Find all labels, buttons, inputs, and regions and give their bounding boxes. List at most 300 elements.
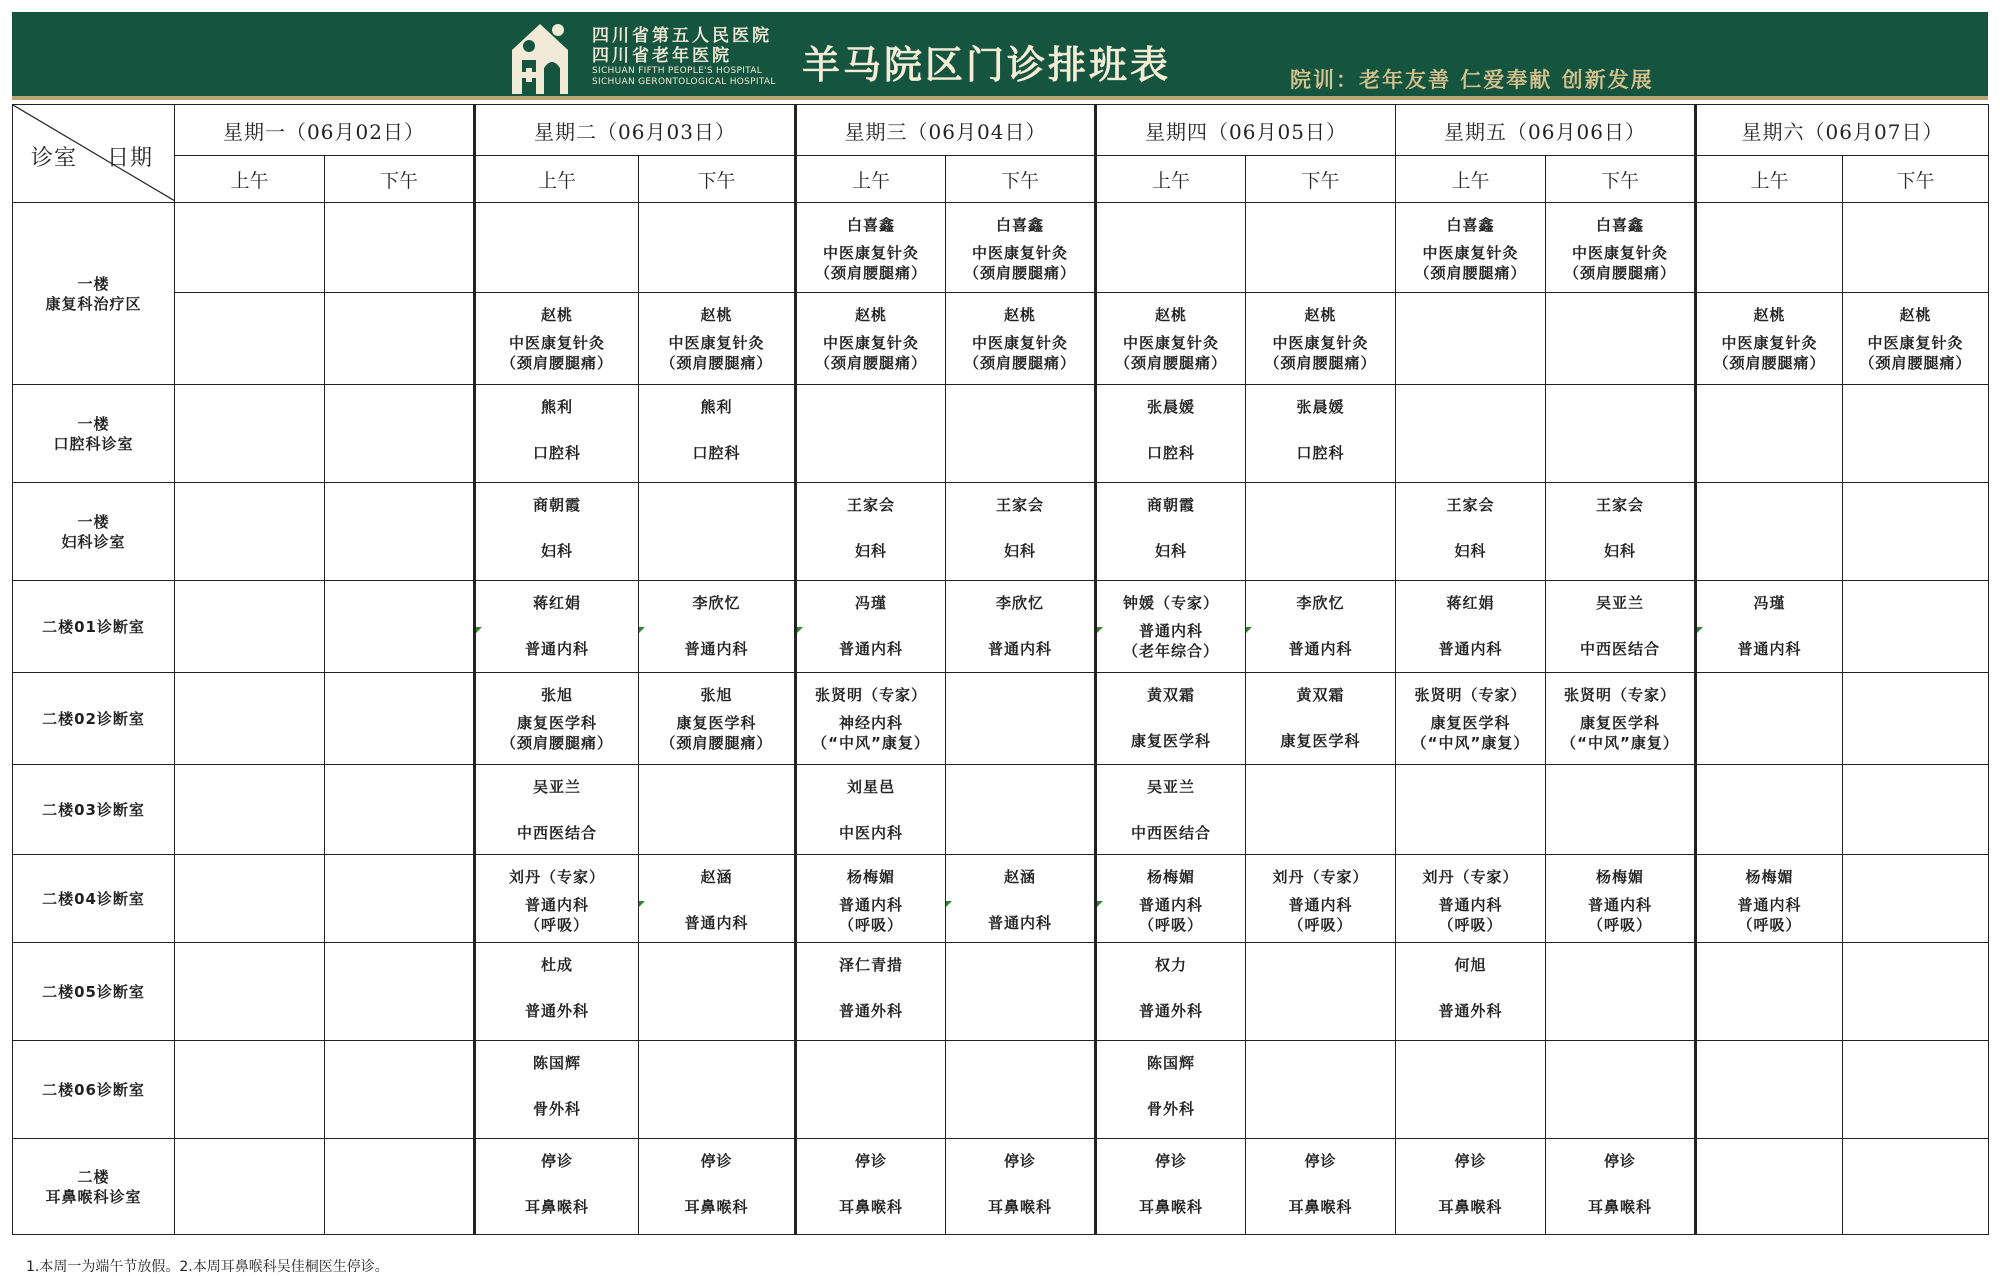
- day-header: 星期二（06月03日）: [475, 105, 796, 156]
- schedule-slot: [1096, 1139, 1246, 1235]
- hospital-name-2: 四川省老年医院: [592, 46, 732, 66]
- hospital-logo-icon: [500, 16, 580, 96]
- empty-slot: [1246, 203, 1396, 293]
- empty-slot: [1696, 1139, 1843, 1235]
- doctor-name: 张贤明（专家）: [1563, 686, 1676, 704]
- schedule-slot: [1696, 293, 1843, 385]
- empty-slot: [1396, 1041, 1546, 1139]
- department-name: 口腔科: [1296, 444, 1345, 462]
- doctor-name: 商朝霞: [1146, 496, 1195, 514]
- department-name: 妇科: [1603, 542, 1636, 560]
- empty-slot: [1246, 1041, 1396, 1139]
- department-name: 耳鼻喉科: [1587, 1198, 1652, 1216]
- department-name: 普通内科: [1138, 896, 1203, 914]
- department-name: 普通内科: [838, 640, 903, 658]
- schedule-slot: [796, 1139, 946, 1235]
- doctor-name: 权力: [1154, 956, 1187, 974]
- department-name: 普通内科: [1438, 640, 1503, 658]
- comment-marker-icon: [476, 627, 482, 633]
- department-name: （颈肩腰腿痛）: [1713, 354, 1826, 372]
- doctor-name: 陈国辉: [1146, 1054, 1195, 1072]
- department-name: 普通内科: [1737, 640, 1802, 658]
- empty-slot: [639, 943, 796, 1041]
- schedule-slot: [1696, 855, 1843, 943]
- doctor-name: 熊利: [700, 398, 733, 416]
- doctor-name: 陈国辉: [532, 1054, 581, 1072]
- header-banner: [12, 12, 1988, 100]
- empty-slot: [1843, 855, 1989, 943]
- morning-header: 上午: [1096, 156, 1246, 203]
- doctor-name: 杜成: [540, 956, 573, 974]
- comment-marker-icon: [946, 901, 952, 907]
- schedule-row: [13, 1041, 1989, 1139]
- department-name: 骨外科: [532, 1100, 581, 1118]
- department-name: （颈肩腰腿痛）: [1414, 264, 1527, 282]
- empty-slot: [639, 483, 796, 581]
- schedule-slot: [475, 943, 639, 1041]
- doctor-name: 黄双霜: [1296, 686, 1345, 704]
- empty-slot: [175, 765, 325, 855]
- department-name: 普通内科: [987, 914, 1052, 932]
- comment-marker-icon: [797, 627, 803, 633]
- empty-slot: [325, 385, 475, 483]
- doctor-name: 赵桃: [1899, 306, 1932, 324]
- schedule-slot: [1396, 943, 1546, 1041]
- day-header: 星期一（06月02日）: [175, 105, 475, 156]
- department-name: 普通外科: [838, 1002, 903, 1020]
- empty-slot: [175, 673, 325, 765]
- schedule-slot: [796, 765, 946, 855]
- empty-slot: [1843, 483, 1989, 581]
- schedule-row: [13, 943, 1989, 1041]
- department-name: 口腔科: [532, 444, 581, 462]
- department-name: 康复医学科: [1430, 714, 1511, 732]
- hospital-names: [592, 26, 776, 88]
- department-name: 普通内科: [684, 640, 749, 658]
- schedule-slot: [1246, 293, 1396, 385]
- department-name: 妇科: [854, 542, 887, 560]
- schedule-slot: [1096, 1041, 1246, 1139]
- empty-slot: [1696, 765, 1843, 855]
- empty-slot: [946, 673, 1096, 765]
- empty-slot: [1843, 203, 1989, 293]
- doctor-name: 黄双霜: [1146, 686, 1195, 704]
- doctor-name: 停诊: [1154, 1152, 1187, 1170]
- doctor-name: 赵桃: [1753, 306, 1786, 324]
- schedule-row: [13, 293, 1989, 385]
- empty-slot: [325, 765, 475, 855]
- department-name: 耳鼻喉科: [987, 1198, 1052, 1216]
- department-name: （颈肩腰腿痛）: [1114, 354, 1227, 372]
- doctor-name: 李欣忆: [995, 594, 1044, 612]
- department-name: 康复医学科: [1130, 732, 1211, 750]
- schedule-slot: [946, 1139, 1096, 1235]
- department-name: 中西医结合: [516, 824, 597, 842]
- empty-slot: [1246, 765, 1396, 855]
- schedule-slot: [639, 385, 796, 483]
- room-label-line: 二楼06诊断室: [42, 1080, 145, 1099]
- schedule-slot: [1843, 293, 1989, 385]
- empty-slot: [946, 1041, 1096, 1139]
- corner-header: [13, 105, 175, 203]
- doctor-name: 王家会: [995, 496, 1044, 514]
- doctor-name: 刘丹（专家）: [1422, 868, 1519, 886]
- schedule-slot: [475, 581, 639, 673]
- department-name: 普通内科: [524, 640, 589, 658]
- schedule-slot: [1096, 765, 1246, 855]
- corner-date-label: 日期: [107, 146, 154, 171]
- department-name: 妇科: [540, 542, 573, 560]
- schedule-slot: [1096, 581, 1246, 673]
- schedule-slot: [1546, 1139, 1696, 1235]
- empty-slot: [1843, 673, 1989, 765]
- schedule-slot: [1396, 1139, 1546, 1235]
- schedule-row: [13, 1139, 1989, 1235]
- doctor-name: 停诊: [1304, 1152, 1337, 1170]
- corner-room-label: 诊室: [31, 146, 78, 171]
- comment-marker-icon: [639, 901, 645, 907]
- department-name: 耳鼻喉科: [684, 1198, 749, 1216]
- room-label: [13, 203, 175, 385]
- schedule-row: [13, 855, 1989, 943]
- room-label: [13, 673, 175, 765]
- doctor-name: 赵涵: [1003, 868, 1036, 886]
- department-name: 耳鼻喉科: [1438, 1198, 1503, 1216]
- empty-slot: [796, 1041, 946, 1139]
- empty-slot: [325, 581, 475, 673]
- schedule-slot: [1546, 581, 1696, 673]
- schedule-slot: [1246, 673, 1396, 765]
- schedule-slot: [1096, 385, 1246, 483]
- doctor-name: 停诊: [700, 1152, 733, 1170]
- room-label: [13, 581, 175, 673]
- department-name: 耳鼻喉科: [1288, 1198, 1353, 1216]
- room-label-line: 二楼: [77, 1167, 110, 1186]
- empty-slot: [1546, 293, 1696, 385]
- department-name: 康复医学科: [516, 714, 597, 732]
- schedule-slot: [1246, 1139, 1396, 1235]
- schedule-slot: [1096, 943, 1246, 1041]
- empty-slot: [639, 1041, 796, 1139]
- doctor-name: 王家会: [1446, 496, 1495, 514]
- department-name: 康复医学科: [676, 714, 757, 732]
- schedule-slot: [1096, 293, 1246, 385]
- department-name: 普通外科: [1138, 1002, 1203, 1020]
- department-name: 普通外科: [524, 1002, 589, 1020]
- department-name: 普通内科: [1288, 896, 1353, 914]
- doctor-name: 杨梅媚: [1146, 868, 1195, 886]
- empty-slot: [946, 765, 1096, 855]
- doctor-name: 泽仁青措: [838, 956, 903, 974]
- department-name: 中西医结合: [1130, 824, 1211, 842]
- schedule-row: [13, 765, 1989, 855]
- department-name: 神经内科: [838, 714, 903, 732]
- empty-slot: [1246, 943, 1396, 1041]
- schedule-slot: [1246, 385, 1396, 483]
- schedule-slot: [475, 1139, 639, 1235]
- room-label-line: 二楼04诊断室: [42, 889, 145, 908]
- morning-header: 上午: [1696, 156, 1843, 203]
- doctor-name: 张旭: [540, 686, 573, 704]
- schedule-slot: [796, 293, 946, 385]
- department-name: （呼吸）: [1438, 916, 1503, 934]
- department-name: 口腔科: [1146, 444, 1195, 462]
- doctor-name: 白喜鑫: [1595, 216, 1644, 234]
- schedule-slot: [1246, 855, 1396, 943]
- doctor-name: 刘丹（专家）: [1272, 868, 1369, 886]
- department-name: 耳鼻喉科: [524, 1198, 589, 1216]
- department-name: 中医康复针灸: [971, 334, 1068, 352]
- empty-slot: [175, 203, 325, 293]
- empty-slot: [1396, 765, 1546, 855]
- doctor-name: 停诊: [1603, 1152, 1636, 1170]
- doctor-name: 张晨媛: [1296, 398, 1345, 416]
- afternoon-header: 下午: [1246, 156, 1396, 203]
- department-name: 普通外科: [1438, 1002, 1503, 1020]
- doctor-name: 停诊: [540, 1152, 573, 1170]
- empty-slot: [325, 943, 475, 1041]
- doctor-name: 蒋红娟: [1446, 594, 1495, 612]
- schedule-slot: [796, 581, 946, 673]
- department-name: （颈肩腰腿痛）: [660, 734, 773, 752]
- department-name: 中医康复针灸: [1867, 334, 1964, 352]
- department-name: 中医康复针灸: [1422, 244, 1519, 262]
- department-name: （老年综合）: [1122, 642, 1219, 660]
- day-header: 星期六（06月07日）: [1696, 105, 1989, 156]
- schedule-row: [13, 673, 1989, 765]
- doctor-name: 白喜鑫: [1446, 216, 1495, 234]
- day-header: 星期三（06月04日）: [796, 105, 1096, 156]
- schedule-slot: [946, 483, 1096, 581]
- room-label-line: 二楼05诊断室: [42, 982, 145, 1001]
- room-label: [13, 1139, 175, 1235]
- empty-slot: [1696, 203, 1843, 293]
- afternoon-header: 下午: [325, 156, 475, 203]
- department-name: （颈肩腰腿痛）: [963, 354, 1076, 372]
- doctor-name: 冯瑾: [854, 594, 887, 612]
- doctor-name: 赵桃: [854, 306, 887, 324]
- hospital-en-2: SICHUAN GERONTOLOGICAL HOSPITAL: [592, 77, 776, 87]
- empty-slot: [1546, 943, 1696, 1041]
- empty-slot: [475, 203, 639, 293]
- empty-slot: [175, 581, 325, 673]
- doctor-name: 停诊: [1003, 1152, 1036, 1170]
- empty-slot: [1843, 581, 1989, 673]
- department-name: 普通内科: [1138, 622, 1203, 640]
- schedule-slot: [475, 483, 639, 581]
- schedule-row: [13, 203, 1989, 293]
- schedule-slot: [946, 581, 1096, 673]
- schedule-slot: [1246, 581, 1396, 673]
- doctor-name: 熊利: [540, 398, 573, 416]
- empty-slot: [1696, 673, 1843, 765]
- department-name: （颈肩腰腿痛）: [1563, 264, 1676, 282]
- doctor-name: 吴亚兰: [1595, 594, 1644, 612]
- department-name: 康复医学科: [1579, 714, 1660, 732]
- department-name: 中医内科: [838, 824, 903, 842]
- empty-slot: [325, 855, 475, 943]
- department-name: （呼吸）: [838, 916, 903, 934]
- doctor-name: 钟媛（专家）: [1122, 594, 1219, 612]
- department-name: 口腔科: [692, 444, 741, 462]
- department-name: （呼吸）: [1288, 916, 1353, 934]
- department-name: （颈肩腰腿痛）: [500, 354, 613, 372]
- comment-marker-icon: [1246, 627, 1252, 633]
- schedule-slot: [1396, 483, 1546, 581]
- doctor-name: 商朝霞: [532, 496, 581, 514]
- morning-header: 上午: [796, 156, 946, 203]
- hospital-en-1: SICHUAN FIFTH PEOPLE'S HOSPITAL: [592, 66, 763, 76]
- department-name: （颈肩腰腿痛）: [963, 264, 1076, 282]
- schedule-slot: [796, 483, 946, 581]
- department-name: 中医康复针灸: [1721, 334, 1818, 352]
- doctor-name: 冯瑾: [1753, 594, 1786, 612]
- room-label-line: 二楼01诊断室: [42, 617, 145, 636]
- schedule-slot: [1546, 483, 1696, 581]
- schedule-slot: [475, 765, 639, 855]
- empty-slot: [175, 385, 325, 483]
- room-label-line: 康复科治疗区: [45, 294, 142, 313]
- schedule-slot: [639, 1139, 796, 1235]
- room-label: [13, 483, 175, 581]
- schedule-slot: [1396, 203, 1546, 293]
- empty-slot: [325, 1041, 475, 1139]
- schedule-slot: [1096, 855, 1246, 943]
- empty-slot: [1843, 765, 1989, 855]
- schedule-row: [13, 385, 1989, 483]
- department-name: （颈肩腰腿痛）: [660, 354, 773, 372]
- department-name: （“中风”康复）: [812, 734, 930, 752]
- schedule-slot: [796, 673, 946, 765]
- morning-header: 上午: [175, 156, 325, 203]
- doctor-name: 赵桃: [1304, 306, 1337, 324]
- schedule-slot: [796, 943, 946, 1041]
- afternoon-header: 下午: [946, 156, 1096, 203]
- department-name: 中医康复针灸: [822, 334, 919, 352]
- room-label: [13, 385, 175, 483]
- afternoon-header: 下午: [1843, 156, 1989, 203]
- comment-marker-icon: [1097, 627, 1103, 633]
- doctor-name: 吴亚兰: [532, 778, 581, 796]
- schedule-table: [12, 104, 1989, 1235]
- doctor-name: 张晨媛: [1146, 398, 1195, 416]
- doctor-name: 赵桃: [1154, 306, 1187, 324]
- schedule-slot: [475, 855, 639, 943]
- empty-slot: [1396, 385, 1546, 483]
- department-name: 普通内科: [524, 896, 589, 914]
- footnote: 1.本周一为端午节放假。2.本周耳鼻喉科吴佳桐医生停诊。: [26, 1259, 389, 1275]
- day-header: 星期五（06月06日）: [1396, 105, 1696, 156]
- schedule-slot: [639, 855, 796, 943]
- schedule-sheet: [12, 12, 1988, 1275]
- doctor-name: 张贤明（专家）: [1414, 686, 1527, 704]
- department-name: 中医康复针灸: [1272, 334, 1369, 352]
- department-name: （“中风”康复）: [1411, 734, 1530, 752]
- schedule-slot: [475, 293, 639, 385]
- morning-header: 上午: [1396, 156, 1546, 203]
- empty-slot: [325, 293, 475, 385]
- empty-slot: [325, 483, 475, 581]
- department-name: 普通内科: [1737, 896, 1802, 914]
- department-name: （颈肩腰腿痛）: [500, 734, 613, 752]
- schedule-row: [13, 581, 1989, 673]
- schedule-slot: [639, 673, 796, 765]
- department-name: （颈肩腰腿痛）: [814, 354, 927, 372]
- department-name: （呼吸）: [1587, 916, 1652, 934]
- department-name: （呼吸）: [524, 916, 589, 934]
- room-label-line: 一楼: [77, 274, 110, 293]
- schedule-slot: [475, 385, 639, 483]
- doctor-name: 杨梅媚: [1595, 868, 1644, 886]
- department-name: 普通内科: [1438, 896, 1503, 914]
- empty-slot: [175, 1041, 325, 1139]
- doctor-name: 李欣忆: [1296, 594, 1345, 612]
- empty-slot: [639, 765, 796, 855]
- doctor-name: 停诊: [854, 1152, 887, 1170]
- department-name: 中医康复针灸: [971, 244, 1068, 262]
- schedule-slot: [1396, 855, 1546, 943]
- doctor-name: 李欣忆: [692, 594, 741, 612]
- empty-slot: [1696, 385, 1843, 483]
- room-label-line: 耳鼻喉科诊室: [45, 1187, 142, 1206]
- empty-slot: [1546, 765, 1696, 855]
- room-label-line: 妇科诊室: [61, 532, 126, 551]
- hospital-name-1: 四川省第五人民医院: [592, 26, 772, 46]
- doctor-name: 张贤明（专家）: [814, 686, 927, 704]
- empty-slot: [1246, 483, 1396, 581]
- room-label-line: 一楼: [77, 414, 110, 433]
- doctor-name: 白喜鑫: [995, 216, 1044, 234]
- room-label: [13, 1041, 175, 1139]
- empty-slot: [1696, 1041, 1843, 1139]
- afternoon-header: 下午: [639, 156, 796, 203]
- schedule-slot: [639, 581, 796, 673]
- department-name: 妇科: [1454, 542, 1487, 560]
- department-name: 中医康复针灸: [1571, 244, 1668, 262]
- empty-slot: [1396, 293, 1546, 385]
- schedule-slot: [1546, 673, 1696, 765]
- empty-slot: [1843, 943, 1989, 1041]
- schedule-slot: [1096, 483, 1246, 581]
- doctor-name: 何旭: [1454, 956, 1487, 974]
- room-label-line: 二楼02诊断室: [42, 709, 145, 728]
- schedule-row: [13, 483, 1989, 581]
- department-name: （呼吸）: [1737, 916, 1802, 934]
- department-name: 普通内科: [987, 640, 1052, 658]
- room-label-line: 一楼: [77, 512, 110, 531]
- empty-slot: [175, 855, 325, 943]
- empty-slot: [1546, 1041, 1696, 1139]
- doctor-name: 杨梅媚: [846, 868, 895, 886]
- room-label: [13, 765, 175, 855]
- doctor-name: 杨梅媚: [1745, 868, 1794, 886]
- schedule-slot: [1696, 581, 1843, 673]
- empty-slot: [796, 385, 946, 483]
- department-name: 中医康复针灸: [668, 334, 765, 352]
- department-name: 普通内科: [838, 896, 903, 914]
- empty-slot: [1696, 483, 1843, 581]
- hospital-motto: 院训：老年友善 仁爱奉献 创新发展: [1290, 67, 1654, 92]
- comment-marker-icon: [1097, 901, 1103, 907]
- doctor-name: 刘丹（专家）: [508, 868, 605, 886]
- department-name: 中西医结合: [1579, 640, 1660, 658]
- department-name: （颈肩腰腿痛）: [814, 264, 927, 282]
- department-name: 妇科: [1154, 542, 1187, 560]
- morning-header: 上午: [475, 156, 639, 203]
- doctor-name: 赵桃: [540, 306, 573, 324]
- empty-slot: [1096, 203, 1246, 293]
- empty-slot: [325, 673, 475, 765]
